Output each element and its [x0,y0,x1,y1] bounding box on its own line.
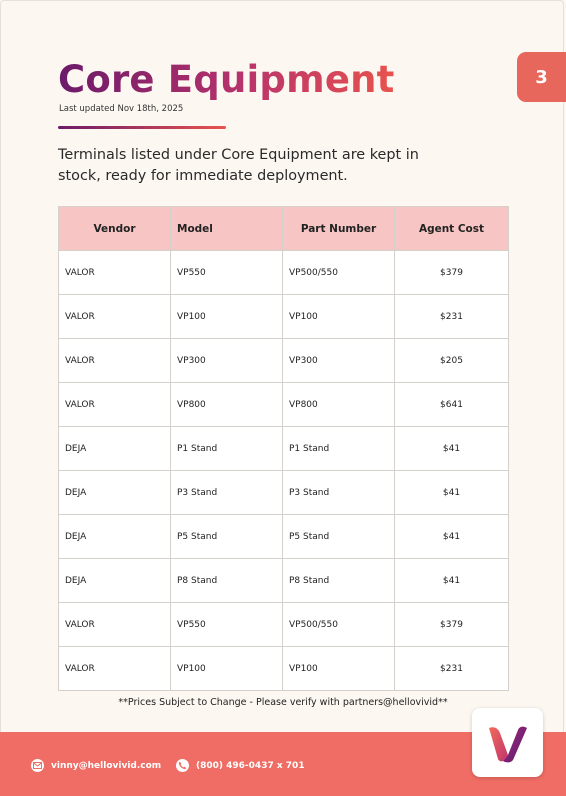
cell-part-number: P5 Stand [283,515,395,559]
cell-vendor: VALOR [59,295,171,339]
cell-part-number: VP100 [283,295,395,339]
table-row [59,515,509,559]
page-title: Core Equipment [58,58,395,101]
table-row [59,383,509,427]
cell-agent-cost: $41 [395,427,509,471]
cell-vendor: VALOR [59,383,171,427]
table-row [59,251,509,295]
cell-model: VP550 [171,251,283,295]
cell-model: P1 Stand [171,427,283,471]
cell-model: VP800 [171,383,283,427]
cell-model: VP300 [171,339,283,383]
cell-agent-cost: $41 [395,471,509,515]
table-row [59,295,509,339]
header-agent-cost: Agent Cost [395,207,509,251]
intro-text: Terminals listed under Core Equipment are kept in stock, ready for immediate deployment. [58,147,419,184]
table-row [59,427,509,471]
cell-model: P5 Stand [171,515,283,559]
cell-vendor: DEJA [59,559,171,603]
cell-part-number: VP500/550 [283,603,395,647]
header-part-number: Part Number [283,207,395,251]
cell-vendor: DEJA [59,471,171,515]
cell-vendor: DEJA [59,515,171,559]
equipment-table [58,206,509,691]
table-row [59,471,509,515]
vivid-logo-card [472,708,543,777]
cell-vendor: DEJA [59,427,171,471]
cell-vendor: VALOR [59,603,171,647]
title-underline [58,126,226,129]
mail-icon [31,759,44,772]
cell-agent-cost: $41 [395,559,509,603]
footer-email[interactable] [31,759,161,772]
page-number-badge: 3 [517,52,566,102]
cell-agent-cost: $641 [395,383,509,427]
cell-part-number: VP300 [283,339,395,383]
cell-agent-cost: $231 [395,295,509,339]
cell-vendor: VALOR [59,647,171,691]
cell-model: P3 Stand [171,471,283,515]
table-body [59,251,509,691]
cell-part-number: VP800 [283,383,395,427]
table-header-row [59,207,509,251]
cell-part-number: P8 Stand [283,559,395,603]
cell-model: P8 Stand [171,559,283,603]
cell-agent-cost: $231 [395,647,509,691]
cell-part-number: P1 Stand [283,427,395,471]
table-row [59,559,509,603]
cell-agent-cost: $379 [395,603,509,647]
cell-agent-cost: $379 [395,251,509,295]
price-disclaimer: **Prices Subject to Change - Please verify with partners@hellovivid** [118,697,448,708]
table-row [59,647,509,691]
cell-vendor: VALOR [59,339,171,383]
vivid-logo-icon [486,722,530,764]
footer-email-text: vinny@hellovivid.com [51,760,162,771]
footer-phone-text: (800) 496-0437 x 701 [196,760,305,771]
cell-model: VP100 [171,647,283,691]
cell-vendor: VALOR [59,251,171,295]
table-row [59,603,509,647]
table-row [59,339,509,383]
cell-model: VP550 [171,603,283,647]
cell-model: VP100 [171,295,283,339]
header-vendor: Vendor [59,207,171,251]
header-model: Model [171,207,283,251]
cell-agent-cost: $41 [395,515,509,559]
last-updated: Last updated Nov 18th, 2025 [59,104,184,114]
phone-icon [176,759,189,772]
cell-part-number: VP100 [283,647,395,691]
cell-part-number: P3 Stand [283,471,395,515]
footer-phone[interactable] [176,759,305,772]
cell-agent-cost: $205 [395,339,509,383]
cell-part-number: VP500/550 [283,251,395,295]
